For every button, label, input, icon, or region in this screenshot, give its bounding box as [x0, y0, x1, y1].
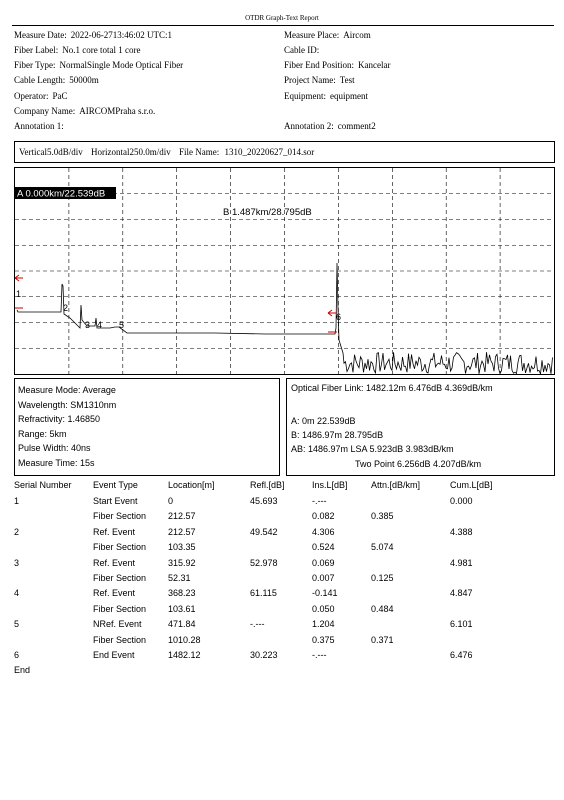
- event-marker-2: 2: [63, 303, 69, 313]
- table-header-cell: Refl.[dB]: [250, 480, 285, 490]
- header-field-label: Equipment:: [284, 91, 326, 101]
- header-field-label: Annotation 2:: [284, 121, 334, 131]
- table-row-cell: 6.476: [450, 650, 473, 660]
- table-row: [14, 542, 554, 557]
- table-row-cell: 0.484: [371, 603, 394, 614]
- table-row: [14, 573, 554, 588]
- table-row: [14, 635, 554, 650]
- header-field-value: Kancelar: [358, 60, 391, 70]
- cursor-a-value: A: 0m 22.539dB: [291, 416, 356, 426]
- table-row: [14, 527, 554, 542]
- table-row-cell: NRef. Event: [93, 619, 142, 630]
- header-field-label: Company Name:: [14, 106, 76, 116]
- table-row-cell: 61.115: [250, 588, 277, 599]
- header-field-left-0: [14, 30, 172, 40]
- event-marker-4: 4: [97, 320, 103, 330]
- event-marker-6: 6: [336, 312, 342, 322]
- table-header-cell: Attn.[dB/km]: [371, 480, 421, 490]
- table-row-cell: 5: [14, 619, 20, 630]
- table-row-cell: 6.101: [450, 619, 473, 630]
- table-header: [14, 480, 554, 495]
- table-row-cell: 0.007: [312, 573, 335, 583]
- cursor-b-value: B: 1486.97m 28.795dB: [291, 430, 384, 440]
- header-field-value: PaC: [52, 91, 68, 101]
- table-row-cell: 4.306: [312, 526, 335, 537]
- table-row: [14, 558, 554, 573]
- table-row-cell: 0: [168, 496, 174, 506]
- table-row-cell: 0.082: [312, 511, 335, 522]
- table-header-cell: Location[m]: [168, 480, 215, 490]
- header-field-label: Fiber End Position:: [284, 60, 355, 70]
- table-row-cell: End Event: [93, 650, 135, 660]
- table-row-cell: 52.978: [250, 557, 278, 568]
- table-row: [14, 496, 554, 511]
- table-row-cell: 3: [14, 557, 20, 568]
- header-field-value: Aircom: [343, 30, 371, 40]
- header-field-value: AIRCOMPraha s.r.o.: [79, 106, 156, 116]
- header-field-right-1: [284, 45, 323, 55]
- table-row-cell: 4.388: [450, 526, 473, 537]
- header-field-label: Cable ID:: [284, 45, 320, 55]
- ab-lsa-value: AB: 1486.97m LSA 5.923dB 3.983dB/km: [291, 444, 454, 454]
- table-row-cell: Ref. Event: [93, 526, 136, 537]
- refractivity: Refractivity: 1.46850: [18, 414, 101, 424]
- table-row-cell: -.---: [312, 650, 327, 660]
- title-divider: [12, 25, 554, 26]
- table-row-cell: 212.57: [168, 526, 196, 537]
- table-header-cell: Event Type: [93, 480, 138, 490]
- event-marker-3: 3: [85, 320, 91, 330]
- table-row-cell: 103.35: [168, 542, 196, 553]
- header-field-right-3: [284, 75, 355, 85]
- table-row-cell: 4.981: [450, 557, 473, 568]
- fiber-link-panel: [286, 378, 555, 476]
- event-marker-5: 5: [119, 320, 125, 330]
- header-field-value: No.1 core total 1 core: [62, 45, 141, 55]
- table-row-cell: 471.84: [168, 619, 196, 630]
- wavelength: Wavelength: SM1310nm: [18, 399, 117, 410]
- cursor-a-label: A 0.000km/22.539dB: [17, 188, 106, 200]
- header-field-value: NormalSingle Mode Optical Fiber: [59, 60, 184, 70]
- table-row-cell: 45.693: [250, 496, 278, 506]
- table-header-cell: Ins.L[dB]: [312, 480, 348, 490]
- table-row-cell: Fiber Section: [93, 511, 147, 522]
- table-row-cell: Ref. Event: [93, 588, 136, 599]
- header-field-right-0: [284, 30, 371, 40]
- table-row-cell: 4.847: [450, 588, 473, 599]
- header-field-value: Test: [339, 75, 355, 85]
- table-row-cell: 103.61: [168, 603, 196, 614]
- optical-fiber-link: Optical Fiber Link: 1482.12m 6.476dB 4.369dB/km: [291, 383, 493, 393]
- header-field-label: Annotation 1:: [14, 121, 64, 131]
- header-field-left-3: [14, 75, 99, 85]
- table-row: [14, 619, 554, 634]
- table-row-cell: 30.223: [250, 650, 278, 660]
- table-row-cell: 5.074: [371, 542, 394, 553]
- table-row-cell: 49.542: [250, 526, 278, 537]
- table-row-cell: Ref. Event: [93, 557, 136, 568]
- header-field-label: Operator:: [14, 91, 49, 101]
- table-row: [14, 588, 554, 603]
- file-name-label: File Name:: [179, 147, 220, 157]
- table-row-cell: 1482.12: [168, 650, 201, 660]
- report-title: OTDR Graph-Text Report: [245, 14, 319, 22]
- header-field-label: Project Name:: [284, 75, 336, 85]
- header-field-value: 50000m: [69, 75, 99, 85]
- table-row-cell: 4: [14, 588, 20, 599]
- table-row-cell: Fiber Section: [93, 573, 147, 583]
- range: Range: 5km: [18, 428, 67, 439]
- header-field-right-2: [284, 60, 391, 70]
- header-field-left-4: [14, 91, 68, 101]
- two-point-value: Two Point 6.256dB 4.207dB/km: [355, 459, 482, 469]
- table-row-cell: -.---: [250, 619, 265, 630]
- table-row-cell: -0.141: [312, 588, 338, 599]
- table-row-cell: -.---: [312, 496, 327, 506]
- table-row-cell: 0.375: [312, 634, 335, 645]
- header-field-label: Measure Date:: [14, 30, 67, 40]
- header-field-value: 2022-06-2713:46:02 UTC:1: [70, 30, 172, 40]
- header-field-left-5: [14, 106, 155, 116]
- otdr-trace-plot: [15, 168, 554, 374]
- table-row: [14, 604, 554, 619]
- header-field-left-6: [14, 121, 68, 131]
- table-row-cell: 6: [14, 650, 20, 660]
- measure-mode: Measure Mode: Average: [18, 385, 116, 395]
- table-row-cell: 368.23: [168, 588, 196, 599]
- measure-time: Measure Time: 15s: [18, 457, 95, 468]
- header-field-label: Fiber Type:: [14, 60, 56, 70]
- header-field-left-1: [14, 45, 140, 55]
- vertical-scale: Vertical5.0dB/div: [19, 147, 83, 157]
- header-field-label: Cable Length:: [14, 75, 66, 85]
- table-row-cell: Fiber Section: [93, 542, 147, 553]
- graph-info-bar: [14, 141, 555, 163]
- file-name-value: 1310_20220627_014.sor: [224, 147, 315, 157]
- pulse-width: Pulse Width: 40ns: [18, 443, 91, 453]
- table-row-cell: Start Event: [93, 496, 138, 506]
- header-field-value: comment2: [337, 121, 376, 131]
- table-row-cell: 2: [14, 526, 20, 537]
- header-field-value: equipment: [330, 91, 368, 101]
- table-row: [14, 511, 554, 526]
- table-row: [14, 650, 554, 665]
- table-row-cell: 1.204: [312, 619, 335, 630]
- measure-parameters-panel: [14, 378, 280, 476]
- table-row-cell: 212.57: [168, 511, 196, 522]
- table-header-cell: Cum.L[dB]: [450, 480, 493, 490]
- table-row-cell: Fiber Section: [93, 634, 147, 645]
- table-header-cell: Serial Number: [14, 480, 72, 490]
- header-field-right-6: [284, 121, 376, 131]
- header-field-label: Fiber Label:: [14, 45, 59, 55]
- table-row-cell: 0.000: [450, 496, 473, 506]
- table-row-cell: 315.92: [168, 557, 196, 568]
- table-row-cell: 0.050: [312, 603, 335, 614]
- table-row-cell: 0.385: [371, 511, 394, 522]
- table-row-cell: 0.371: [371, 634, 394, 645]
- otdr-graph[interactable]: [14, 167, 555, 375]
- table-row-cell: 0.524: [312, 542, 335, 553]
- table-end-label: End: [14, 665, 31, 676]
- table-row-cell: Fiber Section: [93, 603, 147, 614]
- header-field-label: Measure Place:: [284, 30, 340, 40]
- table-row-cell: 0.069: [312, 557, 335, 568]
- table-row-cell: 52.31: [168, 573, 191, 583]
- table-row-cell: 1: [14, 496, 20, 506]
- table-row-cell: 1010.28: [168, 634, 201, 645]
- table-row-cell: 0.125: [371, 573, 394, 583]
- header-field-right-4: [284, 91, 368, 101]
- header-field-left-2: [14, 60, 183, 70]
- event-marker-1: 1: [16, 289, 22, 299]
- cursor-b-label: B 1.487km/28.795dB: [223, 207, 312, 218]
- horizontal-scale: Horizontal250.0m/div: [91, 147, 171, 157]
